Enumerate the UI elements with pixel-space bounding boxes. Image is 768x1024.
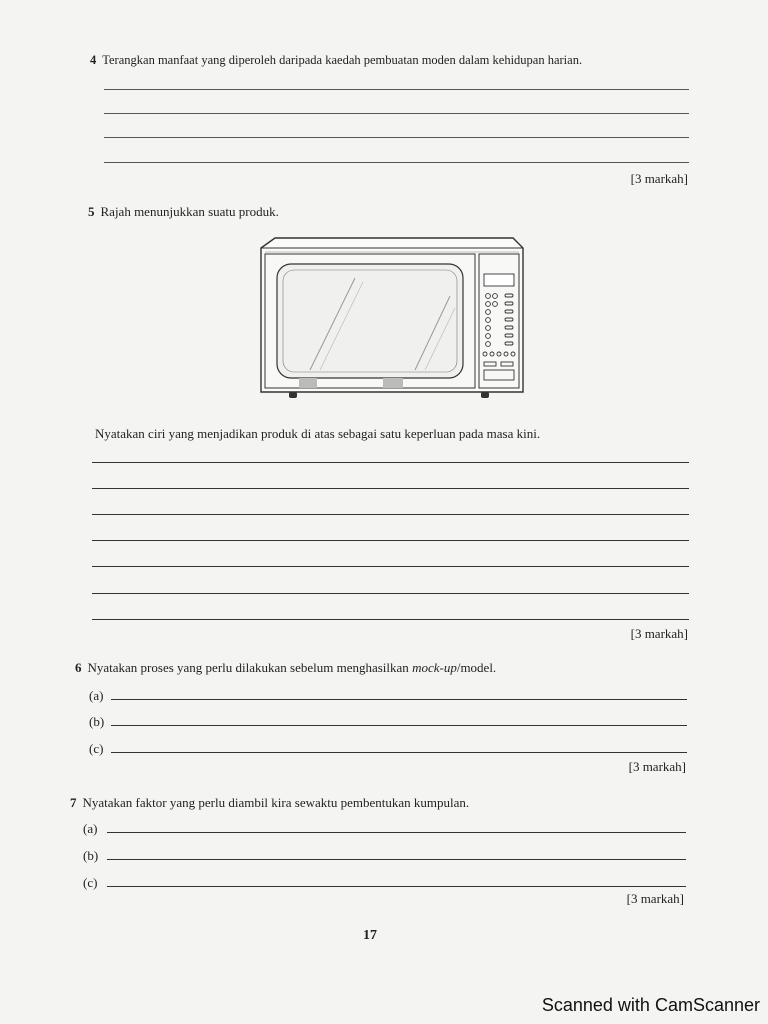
- answer-line: [111, 725, 687, 726]
- option-a-label: (a): [89, 688, 104, 703]
- question-intro: Rajah menunjukkan suatu produk.: [100, 204, 279, 219]
- answer-line: [92, 514, 689, 515]
- answer-line: [92, 488, 689, 489]
- answer-line: [104, 162, 689, 163]
- question-7: [70, 795, 469, 811]
- option-c-label: (c): [83, 875, 98, 890]
- answer-line: [104, 137, 689, 138]
- microwave-oven-illustration: [255, 236, 527, 402]
- answer-line: [92, 619, 689, 620]
- answer-line: [92, 540, 689, 541]
- question-text: Nyatakan proses yang perlu dilakukan sebelum menghasilkan: [87, 660, 413, 675]
- marks-label: [3 markah]: [630, 626, 688, 641]
- marks-label: [3 markah]: [628, 759, 686, 774]
- question-number: 7: [70, 795, 77, 810]
- option-b-label: (b): [89, 714, 105, 729]
- answer-line: [92, 566, 689, 567]
- marks-label: [3 markah]: [626, 891, 684, 906]
- camscanner-watermark: Scanned with CamScanner: [541, 995, 760, 1015]
- option-a-label: (a): [83, 821, 98, 836]
- answer-line: [111, 699, 687, 700]
- answer-line: [107, 832, 686, 833]
- question-5-text: Nyatakan ciri yang menjadikan produk di atas sebagai satu keperluan pada masa kini.: [95, 426, 541, 441]
- question-number: 5: [88, 204, 95, 219]
- option-b-label: (b): [83, 848, 99, 863]
- question-text-italic: mock-up: [412, 660, 457, 675]
- question-5-intro: [88, 204, 279, 220]
- answer-line: [104, 113, 689, 114]
- question-number: 6: [75, 660, 82, 675]
- answer-line: [92, 462, 689, 463]
- answer-line: [107, 859, 686, 860]
- question-6: [75, 660, 496, 676]
- answer-line: [92, 593, 689, 594]
- question-text-end: /model.: [456, 660, 497, 675]
- answer-line: [107, 886, 686, 887]
- question-4: [90, 53, 582, 68]
- question-number: 4: [90, 53, 97, 67]
- question-text: Nyatakan faktor yang perlu diambil kira sewaktu pembentukan kumpulan.: [82, 795, 470, 810]
- option-c-label: (c): [89, 741, 104, 756]
- answer-line: [111, 752, 687, 753]
- page-number: 17: [363, 928, 377, 943]
- question-text: Terangkan manfaat yang diperoleh daripada kaedah pembuatan moden dalam kehidupan harian.: [102, 53, 583, 67]
- answer-line: [104, 89, 689, 90]
- marks-label: [3 markah]: [630, 171, 688, 186]
